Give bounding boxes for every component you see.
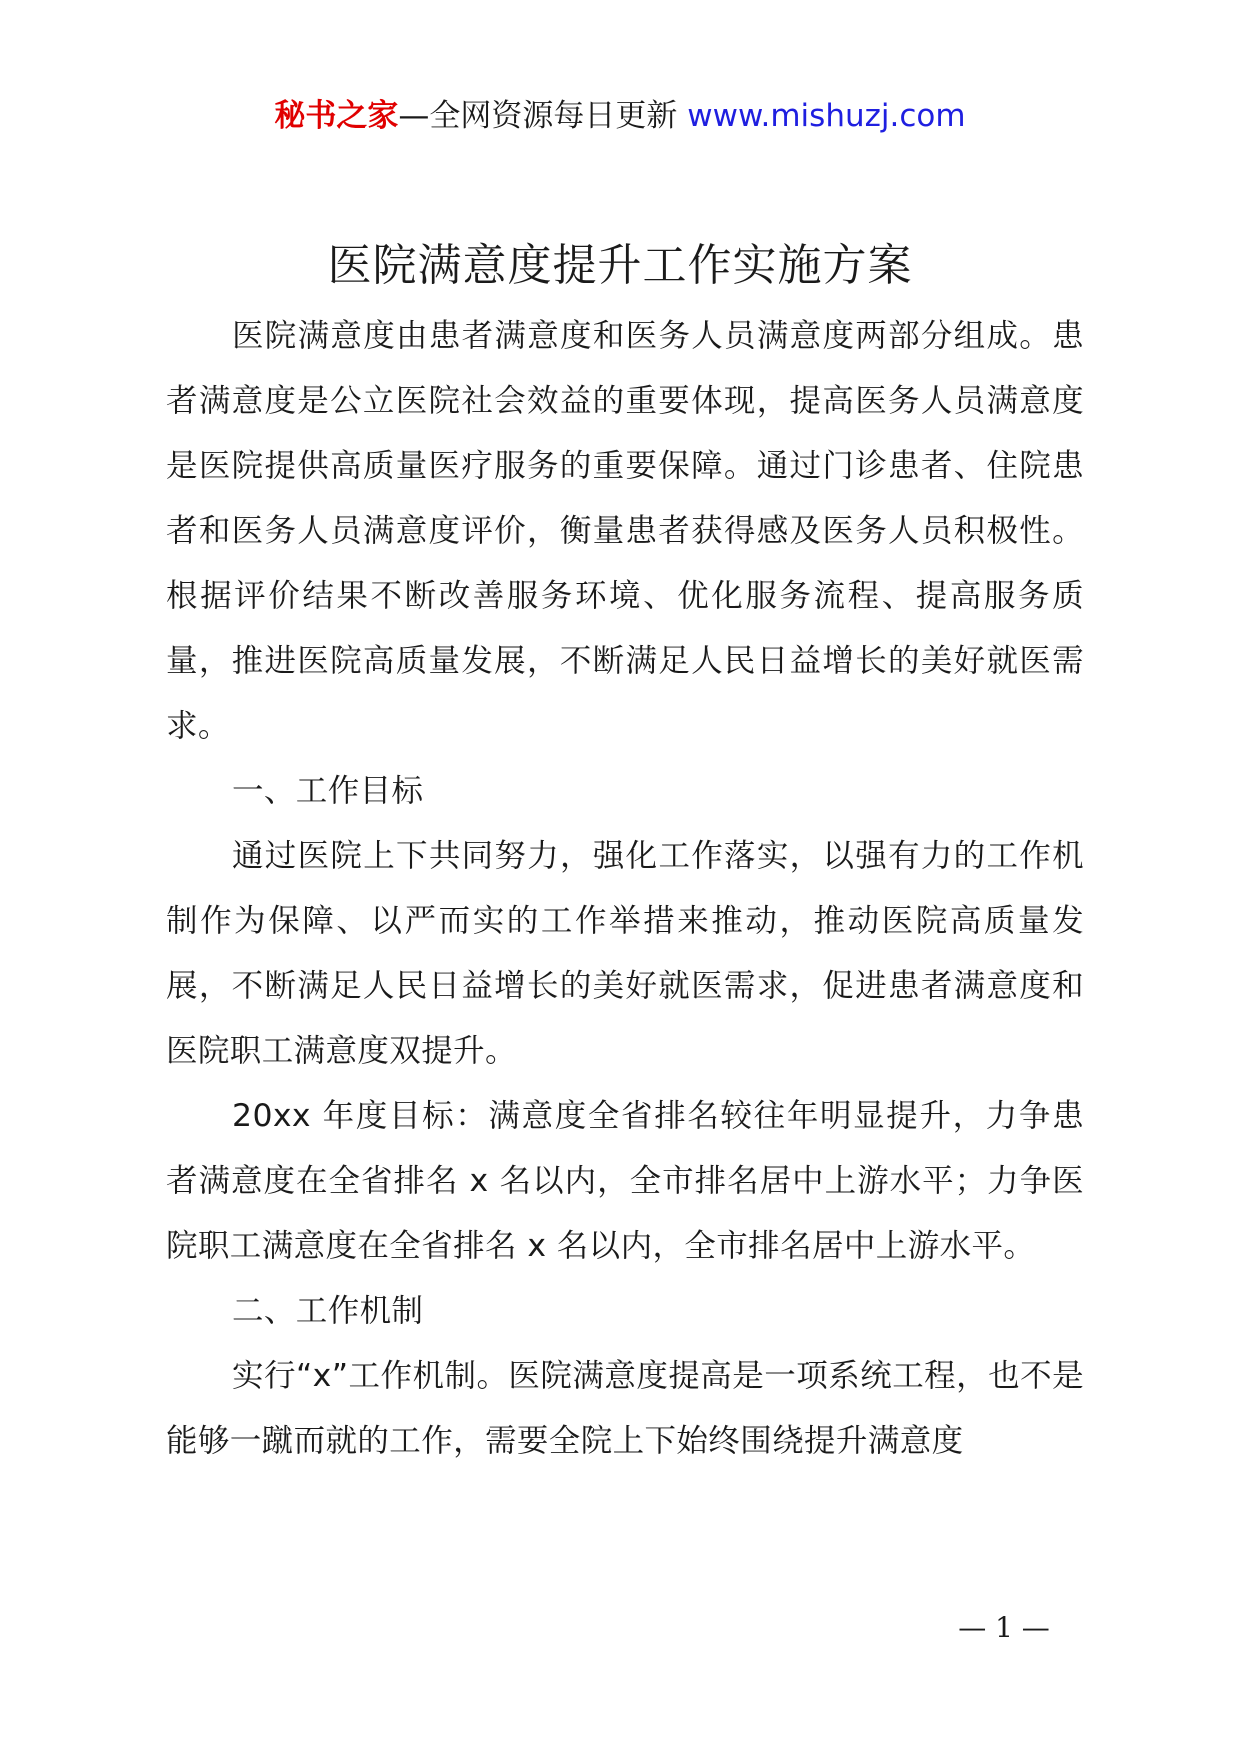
intro-paragraph: 医院满意度由患者满意度和医务人员满意度两部分组成。患者满意度是公立医院社会效益的重要体现，提高医务人员满意度是医院提供高质量医疗服务的重要保障。通过门诊患者、住院患者和医务人员满意度评价，衡量患者获得感及医务人员积极性。根据评价结果不断改善服务环境、优化服务流程、提高服务质量，推进医院高质量发展，不断满足人民日益增长的美好就医需求。 [166, 318, 1084, 744]
section-heading-goals: 一、工作目标 [232, 773, 424, 809]
section-heading-mechanism: 二、工作机制 [232, 1293, 424, 1329]
document-title: 医院满意度提升工作实施方案 [327, 240, 913, 291]
document-body [166, 304, 1084, 1474]
site-header [0, 96, 1240, 136]
site-tagline: —全网资源每日更新 [398, 98, 678, 134]
goals-paragraph: 通过医院上下共同努力，强化工作落实，以强有力的工作机制作为保障、以严而实的工作举措来推动，推动医院高质量发展，不断满足人民日益增长的美好就医需求，促进患者满意度和医院职工满意度双提升。 [166, 838, 1084, 1069]
site-url-link[interactable]: www.mishuzj.com [687, 98, 966, 134]
page-number: — 1 — [958, 1611, 1050, 1644]
annual-target-paragraph: 20xx 年度目标：满意度全省排名较往年明显提升，力争患者满意度在全省排名 x 名以内，全市排名居中上游水平；力争医院职工满意度在全省排名 x 名以内，全市排名居中上游水平。 [166, 1098, 1084, 1264]
mechanism-paragraph: 实行“x”工作机制。医院满意度提高是一项系统工程，也不是能够一蹴而就的工作，需要全院上下始终围绕提升满意度 [166, 1358, 1084, 1459]
site-brand: 秘书之家 [274, 98, 399, 134]
